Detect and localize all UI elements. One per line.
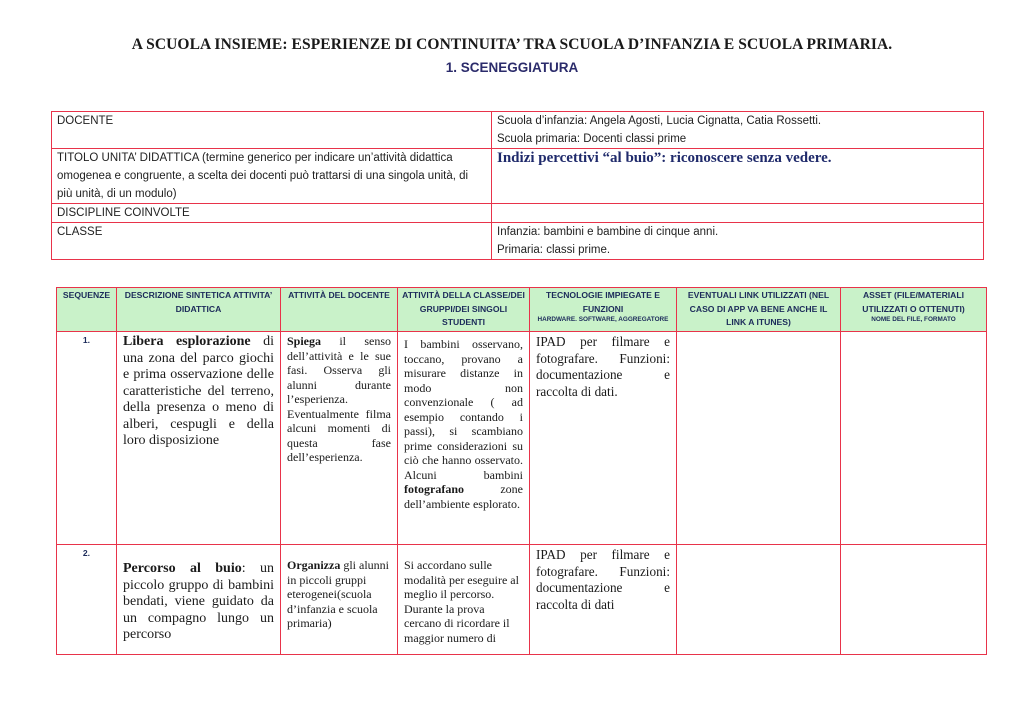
class-activity-cell — [398, 332, 530, 545]
teacher-activity-cell — [281, 332, 398, 545]
header-descrizione: DESCRIZIONE SINTETICA ATTIVITA’ DIDATTICA — [117, 288, 281, 332]
discipline-label: DISCIPLINE COINVOLTE — [52, 204, 492, 223]
section-subtitle: 1. SCENEGGIATURA — [445, 60, 579, 75]
description-text: di una zona del parco giochi e prima osservazione delle caratteristiche del terreno, della presenza o meno di alberi, cespugli e della loro disposizione — [123, 334, 274, 448]
sequence-number: 2. — [57, 545, 117, 655]
docente-label: DOCENTE — [52, 112, 492, 149]
asset-cell — [841, 332, 987, 545]
link-cell — [677, 332, 841, 545]
header-sequenze: SEQUENZE — [57, 288, 117, 332]
header-tecnologie-label: TECNOLOGIE IMPIEGATE E FUNZIONI — [546, 290, 660, 314]
titolo-value: Indizi percettivi “al buio”: riconoscere senza vedere. — [492, 149, 984, 204]
class-activity-text-end: zone dell’ambiente esplorato. — [404, 482, 523, 511]
header-attivita-docente: ATTIVITÀ DEL DOCENTE — [281, 288, 398, 332]
class-activity-cell: Si accordano sulle modalità per eseguire al meglio il percorso. Durante la prova cercano di ricordare il maggior numero di — [398, 545, 530, 655]
header-link: EVENTUALI LINK UTILIZZATI (NEL CASO DI APP VA BENE ANCHE IL LINK A ITUNES) — [677, 288, 841, 332]
sequence-number: 1. — [57, 332, 117, 545]
description-cell — [117, 332, 281, 545]
header-asset — [841, 288, 987, 332]
header-asset-sub: NOME DEL FILE, FORMATO — [871, 316, 956, 323]
titolo-label: TITOLO UNITA’ DIDATTICA (termine generico per indicare un’attività didattica omogenea e congruente, a scelta dei docenti può trattarsi di una singola unità, di più unità, di un modulo) — [52, 149, 492, 204]
classe-label: CLASSE — [52, 223, 492, 260]
teacher-activity-text: gli alunni in piccoli gruppi eterogenei(scuola d’infanzia e scuola primaria) — [287, 558, 389, 630]
classe-infanzia: Infanzia: bambini e bambine di cinque anni. — [497, 226, 719, 238]
classe-value — [492, 223, 984, 260]
class-activity-text: I bambini osservano, toccano, provano a misurare distanze in modo non convenzionale ( ad esempio contando i passi), si scambiano prime considerazioni su ciò che hanno osservato. Alcuni bambini — [404, 337, 523, 482]
docente-row — [52, 112, 984, 149]
discipline-value — [492, 204, 984, 223]
sequence-table — [56, 287, 987, 655]
discipline-row — [52, 204, 984, 223]
class-activity-bold: fotografano — [404, 482, 464, 496]
description-cell — [117, 545, 281, 655]
teacher-activity-text: il senso dell’attività e le sue fasi. Osserva gli alunni durante l’esperienza. Eventualmente filma alcuni momenti di questa fase dell’esperienza. — [287, 334, 391, 464]
classe-primaria: Primaria: classi prime. — [497, 244, 611, 256]
header-attivita-classe: ATTIVITÀ DELLA CLASSE/DEI GRUPPI/DEI SINGOLI STUDENTI — [398, 288, 530, 332]
header-asset-label: ASSET (FILE/MATERIALI UTILIZZATI O OTTENUTI) — [862, 290, 965, 314]
asset-cell — [841, 545, 987, 655]
table-row — [57, 332, 987, 545]
docente-primaria: Scuola primaria: Docenti classi prime — [497, 133, 687, 145]
info-table — [51, 111, 984, 260]
document-title: A SCUOLA INSIEME: ESPERIENZE DI CONTINUITA’ TRA SCUOLA D’INFANZIA E SCUOLA PRIMARIA. — [131, 36, 893, 53]
description-text: : un piccolo gruppo di bambini bendati, viene guidato da un compagno lungo un percorso — [123, 561, 274, 642]
classe-row — [52, 223, 984, 260]
titolo-row — [52, 149, 984, 204]
docente-value — [492, 112, 984, 149]
header-tecnologie-sub: HARDWARE. SOFTWARE, AGGREGATORE — [537, 316, 669, 323]
header-tecnologie — [530, 288, 677, 332]
teacher-activity-bold: Organizza — [287, 558, 341, 572]
link-cell — [677, 545, 841, 655]
table-row — [57, 545, 987, 655]
teacher-activity-bold: Spiega — [287, 334, 322, 348]
technology-cell: IPAD per filmare e fotografare. Funzioni: documentazione e raccolta di dati — [530, 545, 677, 655]
sequence-header-row — [57, 288, 987, 332]
technology-cell: IPAD per filmare e fotografare. Funzioni: documentazione e raccolta di dati. — [530, 332, 677, 545]
description-bold: Percorso al buio — [123, 561, 242, 576]
docente-infanzia: Scuola d’infanzia: Angela Agosti, Lucia Cignatta, Catia Rossetti. — [497, 115, 822, 127]
description-bold: Libera esplorazione — [123, 334, 251, 349]
teacher-activity-cell — [281, 545, 398, 655]
